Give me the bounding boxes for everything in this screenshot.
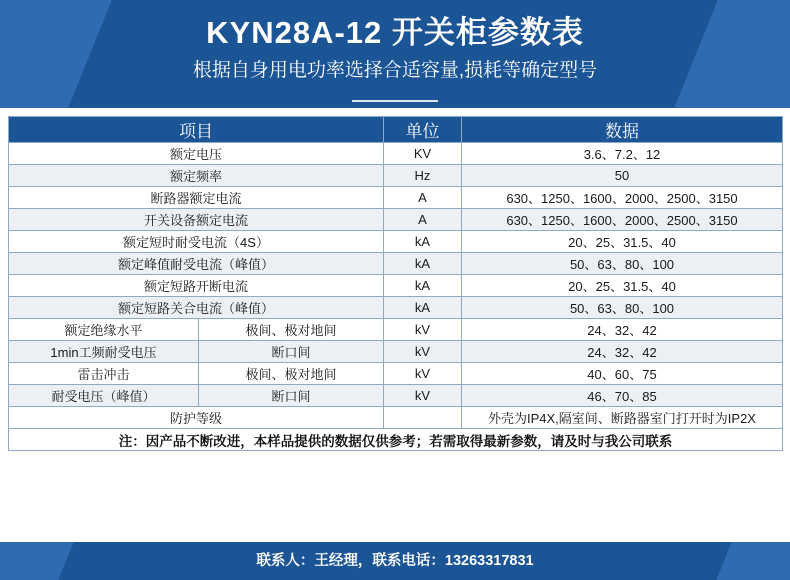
table-row [9, 231, 783, 253]
row-unit: A [384, 209, 462, 231]
column-header-value: 数据 [462, 117, 783, 143]
spec-table [8, 116, 783, 451]
table-row [9, 297, 783, 319]
row-sublabel: 断口间 [199, 341, 384, 363]
row-unit: A [384, 187, 462, 209]
table-row [9, 275, 783, 297]
row-sublabel: 断口间 [199, 385, 384, 407]
row-value: 24、32、42 [462, 341, 783, 363]
row-label: 额定短路关合电流（峰值） [9, 297, 384, 319]
table-row [9, 341, 783, 363]
row-label: 开关设备额定电流 [9, 209, 384, 231]
row-value: 20、25、31.5、40 [462, 275, 783, 297]
table-row [9, 407, 783, 429]
row-sublabel: 极间、极对地间 [199, 319, 384, 341]
column-header-unit: 单位 [384, 117, 462, 143]
row-label: 额定峰值耐受电流（峰值） [9, 253, 384, 275]
table-row [9, 187, 783, 209]
row-unit: kA [384, 275, 462, 297]
row-label: 额定短路开断电流 [9, 275, 384, 297]
row-label: 断路器额定电流 [9, 187, 384, 209]
row-unit: KV [384, 143, 462, 165]
table-row [9, 385, 783, 407]
row-unit: kV [384, 341, 462, 363]
row-value: 50 [462, 165, 783, 187]
table-row [9, 253, 783, 275]
row-label: 额定频率 [9, 165, 384, 187]
row-unit: kA [384, 231, 462, 253]
table-row [9, 143, 783, 165]
row-unit: kA [384, 297, 462, 319]
row-value: 24、32、42 [462, 319, 783, 341]
row-label: 额定短时耐受电流（4S） [9, 231, 384, 253]
table-row [9, 165, 783, 187]
row-label: 防护等级 [9, 407, 384, 429]
table-note-row [9, 429, 783, 451]
spec-table-body [9, 143, 783, 451]
row-label: 雷击冲击 [9, 363, 199, 385]
row-value: 630、1250、1600、2000、2500、3150 [462, 209, 783, 231]
row-value: 3.6、7.2、12 [462, 143, 783, 165]
spec-table-wrapper [0, 108, 790, 451]
row-unit: kA [384, 253, 462, 275]
row-unit [384, 407, 462, 429]
table-row [9, 319, 783, 341]
table-row [9, 209, 783, 231]
title-underline [352, 100, 438, 102]
row-value: 630、1250、1600、2000、2500、3150 [462, 187, 783, 209]
row-value: 50、63、80、100 [462, 297, 783, 319]
spec-table-head [9, 117, 783, 143]
table-header-row [9, 117, 783, 143]
row-label: 额定电压 [9, 143, 384, 165]
row-unit: Hz [384, 165, 462, 187]
table-row [9, 363, 783, 385]
page-title: KYN28A-12 开关柜参数表 [206, 15, 584, 50]
table-note: 注：因产品不断改进，本样品提供的数据仅供参考；若需取得最新参数，请及时与我公司联系 [9, 429, 783, 451]
row-value: 20、25、31.5、40 [462, 231, 783, 253]
row-value: 40、60、75 [462, 363, 783, 385]
row-label: 耐受电压（峰值） [9, 385, 199, 407]
row-label: 1min工频耐受电压 [9, 341, 199, 363]
row-sublabel: 极间、极对地间 [199, 363, 384, 385]
row-value: 外壳为IP4X,隔室间、断路器室门打开时为IP2X [462, 407, 783, 429]
page-header [0, 0, 790, 108]
row-value: 50、63、80、100 [462, 253, 783, 275]
row-unit: kV [384, 363, 462, 385]
row-value: 46、70、85 [462, 385, 783, 407]
page-footer [0, 542, 790, 580]
row-unit: kV [384, 385, 462, 407]
page-subtitle: 根据自身用电功率选择合适容量,损耗等确定型号 [192, 60, 598, 81]
row-label: 额定绝缘水平 [9, 319, 199, 341]
footer-contact: 联系人：王经理，联系电话：13263317831 [256, 553, 534, 569]
column-header-item: 项目 [9, 117, 384, 143]
row-unit: kV [384, 319, 462, 341]
